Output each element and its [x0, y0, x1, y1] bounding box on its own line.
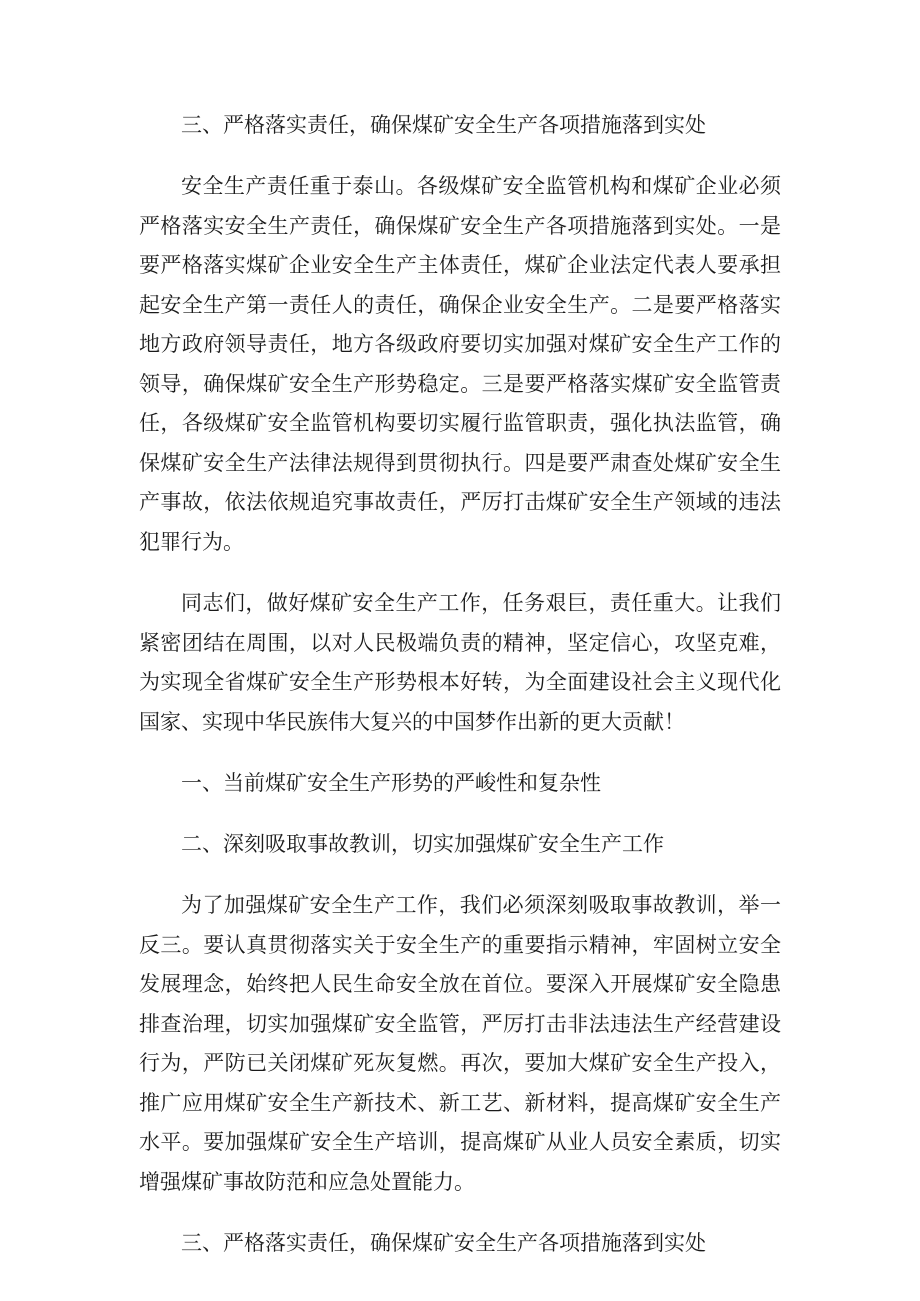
paragraph-responsibility: 安全生产责任重于泰山。各级煤矿安全监管机构和煤矿企业必须严格落实安全生产责任，确保煤矿安全生产各项措施落到实处。一是要严格落实煤矿企业安全生产主体责任，煤矿企业法定代表人要承担起安全生产第一责任人的责任，确保企业安全生产。二是要严格落实地方政府领导责任，地方各级政府要切实加强对煤矿安全生产工作的领导，确保煤矿安全生产形势稳定。三是要严格落实煤矿安全监管责任，各级煤矿安全监管机构要切实履行监管职责，强化执法监管，确保煤矿安全生产法律法规得到贯彻执行。四是要严肃查处煤矿安全生产事故，依法依规追究事故责任，严厉打击煤矿安全生产领域的违法犯罪行为。: [139, 174, 781, 554]
document-body: [139, 106, 781, 1285]
section-heading-responsibility: 三、严格落实责任，确保煤矿安全生产各项措施落到实处: [181, 113, 706, 137]
section-heading-lessons: 二、深刻吸取事故教训，切实加强煤矿安全生产工作: [181, 832, 664, 856]
paragraph-closing-appeal: 同志们，做好煤矿安全生产工作，任务艰巨，责任重大。让我们紧密团结在周围，以对人民极端负责的精神，坚定信心，攻坚克难，为实现全省煤矿安全生产形势根本好转，为全面建设社会主义现代化国家、实现中华民族伟大复兴的中国梦作出新的更大贡献！: [139, 591, 781, 734]
section-heading-situation: 一、当前煤矿安全生产形势的严峻性和复杂性: [181, 771, 601, 795]
paragraph-lessons: 为了加强煤矿安全生产工作，我们必须深刻吸取事故教训，举一反三。要认真贯彻落实关于安全生产的重要指示精神，牢固树立安全发展理念，始终把人民生命安全放在首位。要深入开展煤矿安全隐患排查治理，切实加强煤矿安全监管，严厉打击非法违法生产经营建设行为，严防已关闭煤矿死灰复燃。再次，要加大煤矿安全生产投入，推广应用煤矿安全生产新技术、新工艺、新材料，提高煤矿安全生产水平。要加强煤矿安全生产培训，提高煤矿从业人员安全素质，切实增强煤矿事故防范和应急处置能力。: [139, 893, 781, 1194]
section-heading-responsibility-repeat: 三、严格落实责任，确保煤矿安全生产各项措施落到实处: [181, 1231, 706, 1255]
